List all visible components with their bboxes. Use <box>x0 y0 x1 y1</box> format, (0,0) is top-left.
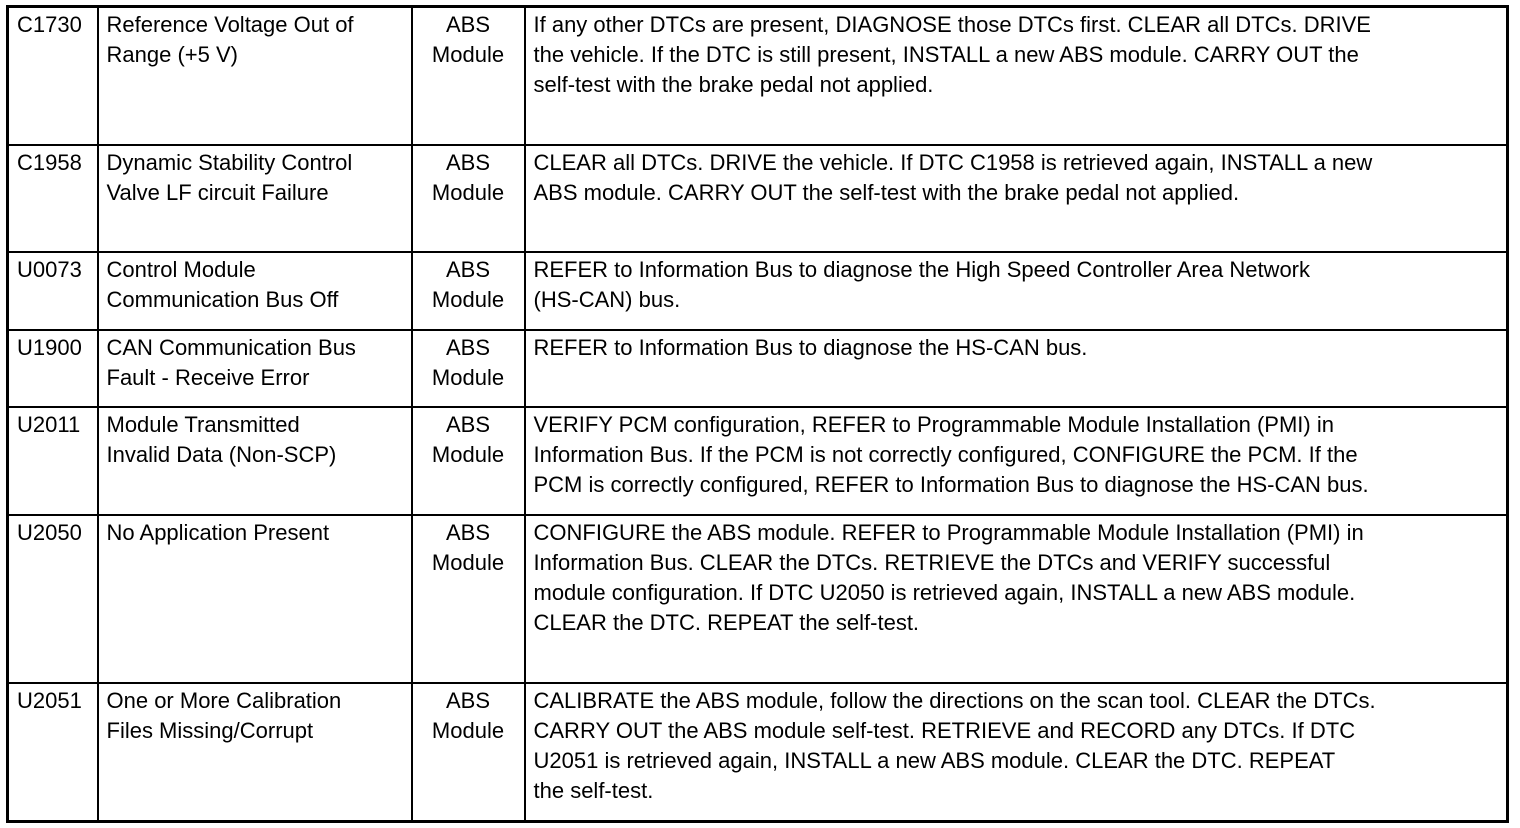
action-cell: If any other DTCs are present, DIAGNOSE those DTCs first. CLEAR all DTCs. DRIVE the vehicle. If the DTC is still present, INSTALL a new ABS module. CARRY OUT the self-test with the brake pedal not applied. <box>525 7 1508 145</box>
action-cell: REFER to Information Bus to diagnose the HS-CAN bus. <box>525 330 1508 408</box>
dtc-description-cell: Control Module Communication Bus Off <box>98 252 412 330</box>
table-row <box>8 145 1508 253</box>
dtc-description-cell: Module Transmitted Invalid Data (Non-SCP) <box>98 407 412 515</box>
dtc-description-cell: One or More Calibration Files Missing/Corrupt <box>98 683 412 821</box>
module-cell: ABS Module <box>412 683 525 821</box>
table-row <box>8 407 1508 515</box>
table-row <box>8 515 1508 683</box>
action-cell: CLEAR all DTCs. DRIVE the vehicle. If DTC C1958 is retrieved again, INSTALL a new ABS module. CARRY OUT the self-test with the brake pedal not applied. <box>525 145 1508 253</box>
action-cell: CALIBRATE the ABS module, follow the directions on the scan tool. CLEAR the DTCs. CARRY OUT the ABS module self-test. RETRIEVE and RECORD any DTCs. If DTC U2051 is retrieved again, INSTALL a new ABS module. CLEAR the DTC. REPEAT the self-test. <box>525 683 1508 821</box>
module-cell: ABS Module <box>412 145 525 253</box>
action-cell: VERIFY PCM configuration, REFER to Programmable Module Installation (PMI) in Information Bus. If the PCM is not correctly configured, CONFIGURE the PCM. If the PCM is correctly configured, REFER to Information Bus to diagnose the HS-CAN bus. <box>525 407 1508 515</box>
table-row <box>8 7 1508 145</box>
dtc-code-cell: U1900 <box>8 330 98 408</box>
table-row <box>8 252 1508 330</box>
dtc-description-cell: Dynamic Stability Control Valve LF circuit Failure <box>98 145 412 253</box>
dtc-table <box>6 5 1509 823</box>
dtc-description-cell: CAN Communication Bus Fault - Receive Error <box>98 330 412 408</box>
module-cell: ABS Module <box>412 330 525 408</box>
module-cell: ABS Module <box>412 407 525 515</box>
action-cell: REFER to Information Bus to diagnose the High Speed Controller Area Network (HS-CAN) bus. <box>525 252 1508 330</box>
action-cell: CONFIGURE the ABS module. REFER to Programmable Module Installation (PMI) in Information Bus. CLEAR the DTCs. RETRIEVE the DTCs and VERIFY successful module configuration. If DTC U2050 is retrieved again, INSTALL a new ABS module. CLEAR the DTC. REPEAT the self-test. <box>525 515 1508 683</box>
table-row <box>8 330 1508 408</box>
dtc-code-cell: U2011 <box>8 407 98 515</box>
dtc-description-cell: Reference Voltage Out of Range (+5 V) <box>98 7 412 145</box>
module-cell: ABS Module <box>412 252 525 330</box>
dtc-code-cell: U2050 <box>8 515 98 683</box>
dtc-code-cell: C1730 <box>8 7 98 145</box>
module-cell: ABS Module <box>412 515 525 683</box>
dtc-description-cell: No Application Present <box>98 515 412 683</box>
dtc-code-cell: U0073 <box>8 252 98 330</box>
module-cell: ABS Module <box>412 7 525 145</box>
dtc-code-cell: C1958 <box>8 145 98 253</box>
table-row <box>8 683 1508 821</box>
dtc-code-cell: U2051 <box>8 683 98 821</box>
